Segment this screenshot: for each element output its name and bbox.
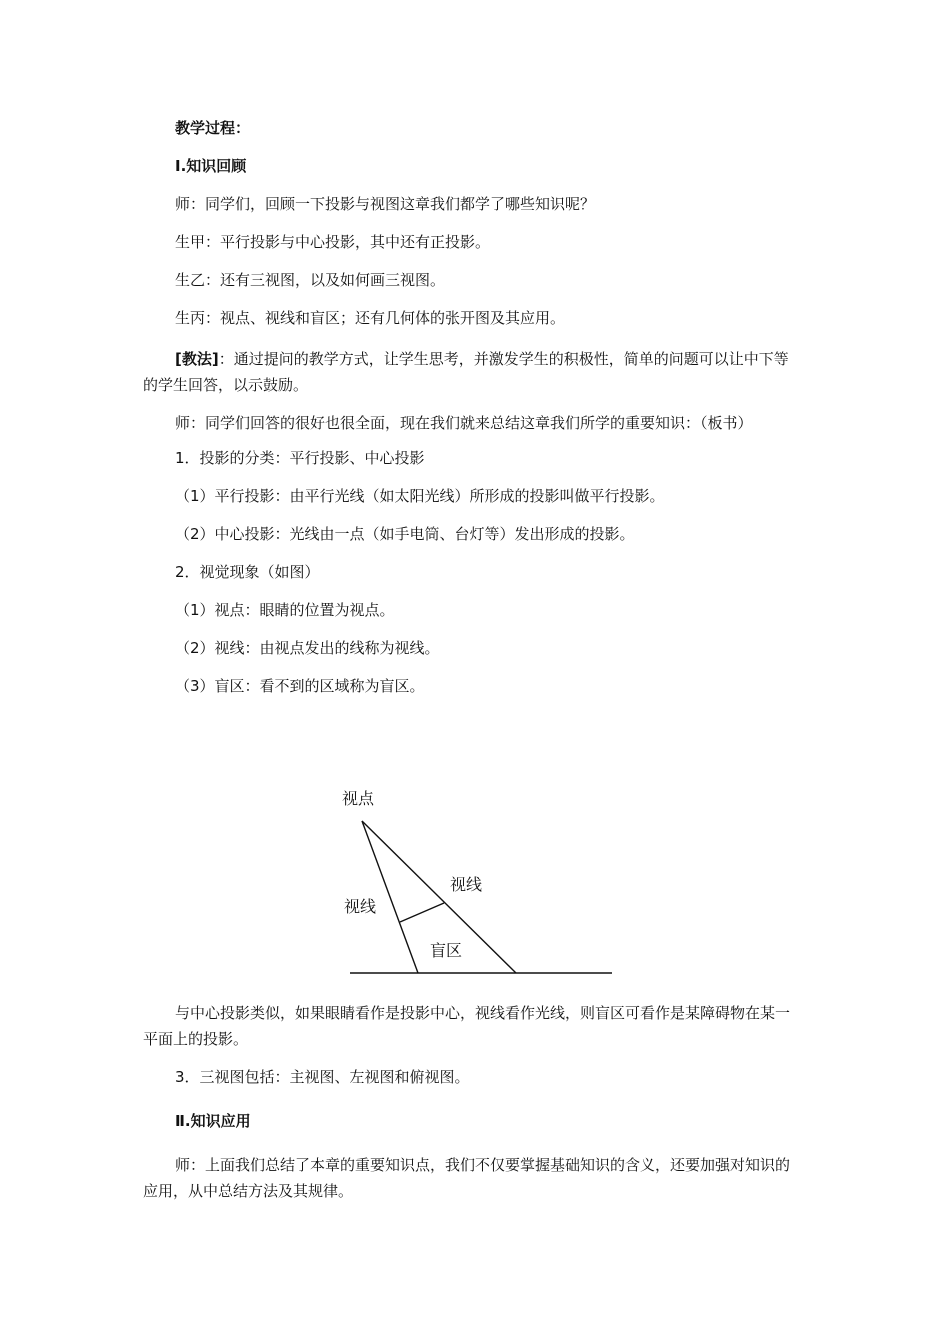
part1-title: Ⅰ.知识回顾: [175, 157, 247, 175]
label-sightline-right: 视线: [450, 875, 483, 894]
label-sightline-left: 视线: [344, 897, 377, 916]
point-central-projection: （2）中心投影：光线由一点（如手电筒、台灯等）发出形成的投影。: [175, 525, 635, 543]
point-viewpoint: （1）视点：眼睛的位置为视点。: [175, 601, 395, 619]
document-body: [143, 118, 803, 714]
point-sightline: （2）视线：由视点发出的线称为视线。: [175, 639, 440, 657]
teacher-summary: 师：同学们回答的很好也很全面，现在我们就来总结这章我们所学的重要知识：（板书）: [175, 414, 753, 432]
dialog-student-a: 生甲：平行投影与中心投影，其中还有正投影。: [175, 233, 491, 251]
obstacle-line: [400, 903, 444, 922]
after-diagram-paragraph: 与中心投影类似，如果眼睛看作是投影中心，视线看作光线，则盲区可看作是某障碍物在某一平面上的投影。: [143, 1004, 791, 1048]
part2-title: Ⅱ.知识应用: [175, 1112, 251, 1130]
dialog-student-b: 生乙：还有三视图，以及如何画三视图。: [175, 271, 446, 289]
closing-paragraph: 师：上面我们总结了本章的重要知识点，我们不仅要掌握基础知识的含义，还要加强对知识的应用，从中总结方法及其规律。: [143, 1156, 791, 1200]
dialog-student-c: 生丙：视点、视线和盲区；还有几何体的张开图及其应用。: [175, 309, 566, 327]
label-viewpoint: 视点: [342, 789, 375, 808]
teaching-method-label: [教法]: [175, 350, 219, 368]
point-parallel-projection: （1）平行投影：由平行光线（如太阳光线）所形成的投影叫做平行投影。: [175, 487, 665, 505]
point-blindzone: （3）盲区：看不到的区域称为盲区。: [175, 677, 425, 695]
blindzone-diagram: [340, 784, 620, 984]
dialog-teacher-question: 师：同学们，回顾一下投影与视图这章我们都学了哪些知识呢？: [175, 195, 596, 213]
blindzone-diagram-svg: [340, 784, 620, 984]
section-title: 教学过程：: [175, 119, 251, 137]
teaching-method-text: ：通过提问的教学方式，让学生思考，并激发学生的积极性，简单的问题可以让中下等的学生回答，以示鼓励。: [143, 350, 789, 394]
point-projection-types: 1．投影的分类：平行投影、中心投影: [175, 449, 425, 467]
point-three-views: 3．三视图包括：主视图、左视图和俯视图。: [175, 1068, 470, 1086]
label-blindzone: 盲区: [430, 941, 463, 960]
teaching-method-paragraph: [143, 346, 803, 398]
point-visual-phenomena: 2．视觉现象（如图）: [175, 563, 320, 581]
document-body-continued: [143, 1000, 803, 1216]
